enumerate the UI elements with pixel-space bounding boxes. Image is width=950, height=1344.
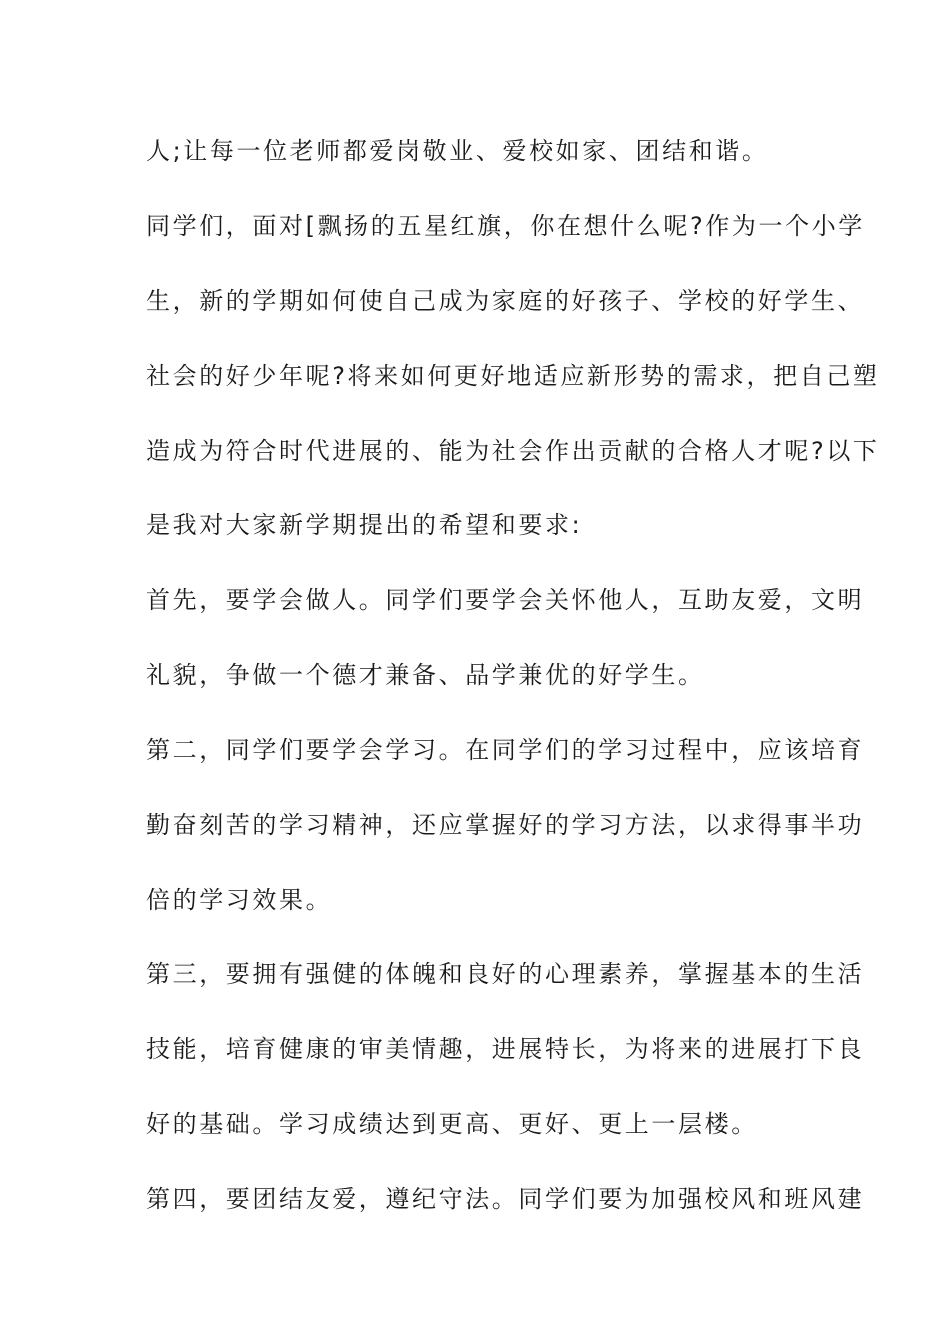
- text-line-5: 造成为符合时代进展的、能为社会作出贡献的合格人才呢?以下: [146, 437, 880, 465]
- text-line-15: 第四，要团结友爱，遵纪守法。同学们要为加强校风和班风建: [146, 1185, 865, 1213]
- text-line-9: 第二，同学们要学会学习。在同学们的学习过程中，应该培育: [146, 736, 865, 764]
- text-line-10: 勤奋刻苦的学习精神，还应掌握好的学习方法，以求得事半功: [146, 811, 865, 839]
- text-line-13: 技能，培育健康的审美情趣，进展特长，为将来的进展打下良: [146, 1035, 865, 1063]
- text-line-8: 礼貌，争做一个德才兼备、品学兼优的好学生。: [146, 661, 705, 689]
- text-line-14: 好的基础。学习成绩达到更高、更好、更上一层楼。: [146, 1110, 758, 1138]
- text-line-2: 同学们，面对[飘扬的五星红旗，你在想什么呢?作为一个小学: [146, 212, 865, 240]
- text-line-11: 倍的学习效果。: [146, 886, 333, 914]
- text-line-7: 首先，要学会做人。同学们要学会关怀他人，互助友爱，文明: [146, 586, 865, 614]
- text-line-3: 生，新的学期如何使自己成为家庭的好孩子、学校的好学生、: [146, 287, 865, 315]
- text-line-4: 社会的好少年呢?将来如何更好地适应新形势的需求，把自己塑: [146, 362, 880, 390]
- text-line-1: 人;让每一位老师都爱岗敬业、爱校如家、团结和谐。: [146, 137, 769, 165]
- text-line-12: 第三，要拥有强健的体魄和良好的心理素养，掌握基本的生活: [146, 960, 865, 988]
- text-line-6: 是我对大家新学期提出的希望和要求:: [146, 511, 583, 539]
